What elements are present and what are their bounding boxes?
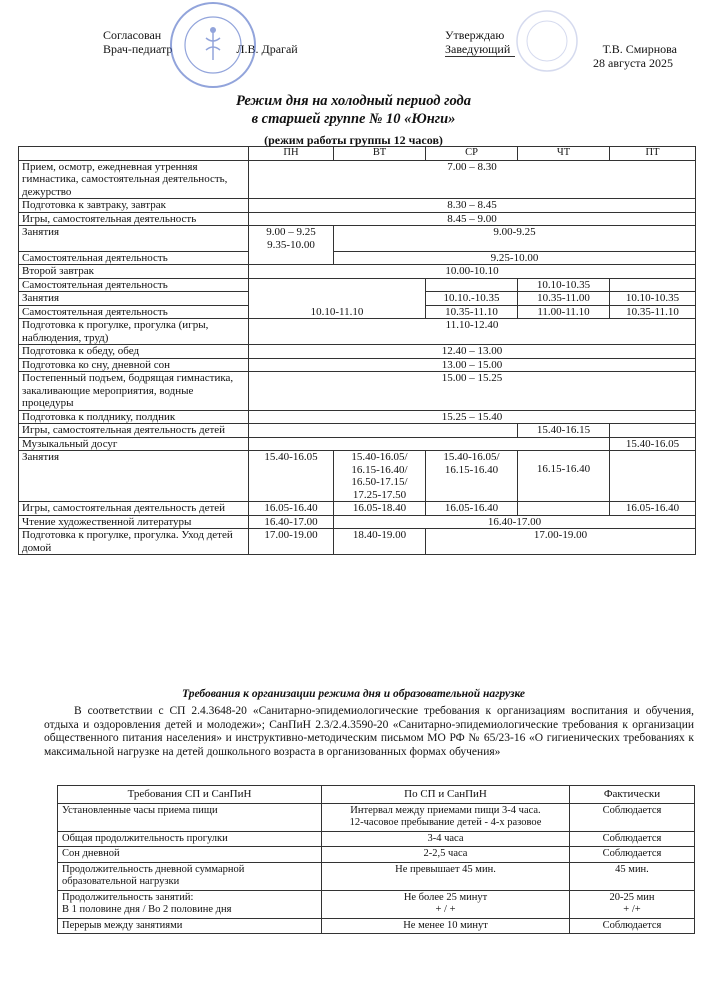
time-cell-thu: 10.10-10.35 <box>518 278 610 292</box>
time-cell-thu: 11.00-11.10 <box>518 305 610 319</box>
norm-cell <box>322 890 570 918</box>
time-cell: 9.00-9.25 <box>334 226 696 252</box>
table-row <box>58 862 695 890</box>
activity-cell: Самостоятельная деятельность <box>19 305 249 319</box>
time-cell-empty <box>610 424 696 438</box>
table-row <box>19 358 696 372</box>
activity-cell: Самостоятельная деятельность <box>19 278 249 292</box>
requirements-title: Требования к организации режима дня и образовательной нагрузке <box>181 688 526 700</box>
table-row <box>58 831 695 847</box>
time-cell-thu: 15.40-16.15 <box>518 424 610 438</box>
pediatrician-label: Врач-педиатр <box>103 42 173 56</box>
table-row <box>19 410 696 424</box>
activity-cell: Игры, самостоятельная деятельность детей <box>19 502 249 516</box>
time-cell-empty <box>518 502 610 516</box>
table-row <box>19 251 696 265</box>
header-day: ЧТ <box>518 147 610 161</box>
approval-date: 28 августа 2025 <box>593 56 673 70</box>
head-label: Заведующий <box>445 42 515 57</box>
official-seal <box>514 8 580 74</box>
head-name: Т.В. Смирнова <box>602 42 677 56</box>
requirement-line: В 1 половине дня / Во 2 половине дня <box>62 904 232 915</box>
table-row <box>19 424 696 438</box>
time-cell: 15.00 – 15.25 <box>249 372 696 411</box>
time-cell-empty <box>249 251 334 265</box>
table-row <box>19 372 696 411</box>
activity-cell: Постепенный подъем, бодрящая гимнастика, закаливающие мероприятия, водные процедуры <box>19 372 249 411</box>
activity-cell: Занятия <box>19 292 249 306</box>
header-day: ПН <box>249 147 334 161</box>
table-row <box>58 918 695 934</box>
time-cell-wed <box>426 451 518 502</box>
time-line: 16.15-16.40 <box>444 463 499 476</box>
activity-cell: Подготовка к полднику, полдник <box>19 410 249 424</box>
requirement-cell: Продолжительность дневной суммарной образовательной нагрузки <box>58 862 322 890</box>
norm-line: Интервал между приемами пищи 3-4 часа. <box>350 804 541 816</box>
header-empty <box>19 147 249 161</box>
time-cell-tue: 18.40-19.00 <box>334 529 426 555</box>
norm-line: + / + <box>435 904 456 915</box>
time-cell-empty <box>249 424 518 438</box>
time-cell: 8.30 – 8.45 <box>249 199 696 213</box>
time-cell-mon: 16.40-17.00 <box>249 515 334 529</box>
fact-line: 20-25 мин <box>609 891 655 903</box>
fact-cell: Соблюдается <box>570 847 695 863</box>
time-cell: 12.40 – 13.00 <box>249 345 696 359</box>
activity-cell: Подготовка к прогулке, прогулка (игры, наблюдения, труд) <box>19 319 249 345</box>
table-row <box>19 502 696 516</box>
fact-cell: Соблюдается <box>570 803 695 831</box>
table-row <box>19 515 696 529</box>
table-row <box>19 529 696 555</box>
requirements-paragraph: В соответствии с СП 2.4.3648-20 «Санитарно-эпидемиологические требования к организациям воспитания и обучения, отдыха и оздоровления детей и молодежи»; СанПиН 2.3/2.4.3590-20 «Санитарно-эпидемиологические требования к организации общественного питания населения» и инструктивно-методическим письмом МО РФ № 65/23-16 «О гигиенических требованиях к максимальной нагрузке на детей дошкольного возраста в организованных формах обучения» <box>44 705 694 758</box>
time-line: 16.15-16.40 <box>536 463 591 475</box>
time-cell-tue: 16.05-18.40 <box>334 502 426 516</box>
time-cell: 7.00 – 8.30 <box>249 160 696 199</box>
header-day: ВТ <box>334 147 426 161</box>
time-line: 16.50-17.15/ <box>351 476 408 488</box>
requirements-header-row <box>58 786 695 804</box>
time-cell-mon: 16.05-16.40 <box>249 502 334 516</box>
norm-line: 12-часовое пребывание детей - 4-х разовое <box>349 817 542 828</box>
requirement-line: Продолжительность занятий: <box>62 891 194 903</box>
norm-line: Не более 25 минут <box>403 891 488 903</box>
activity-cell: Самостоятельная деятельность <box>19 251 249 265</box>
activity-cell: Занятия <box>19 226 249 252</box>
document-subtitle: (режим работы группы 12 часов) <box>264 133 443 147</box>
activity-cell: Занятия <box>19 451 249 502</box>
pediatrician-name: Л.В. Драгай <box>236 42 298 56</box>
norm-cell: 2-2,5 часа <box>322 847 570 863</box>
time-cell-empty <box>249 437 610 451</box>
header-day: ПТ <box>610 147 696 161</box>
time-cell-mon <box>249 226 334 252</box>
time-line: 16.15-16.40/ <box>351 463 408 476</box>
time-cell-fri: 15.40-16.05 <box>610 437 696 451</box>
time-cell-thu <box>518 451 610 502</box>
fact-cell: Соблюдается <box>570 831 695 847</box>
time-cell-thu: 10.35-11.00 <box>518 292 610 306</box>
time-cell: 8.45 – 9.00 <box>249 212 696 226</box>
table-row <box>19 199 696 213</box>
fact-cell: Соблюдается <box>570 918 695 934</box>
fact-cell: 45 мин. <box>570 862 695 890</box>
title-line-2: в старшей группе № 10 «Юнги» <box>251 111 456 127</box>
activity-cell: Прием, осмотр, ежедневная утренняя гимнастика, самостоятельная деятельность, дежурство <box>19 160 249 199</box>
norm-cell: Не превышает 45 мин. <box>322 862 570 890</box>
time-cell-empty <box>610 278 696 292</box>
time-cell-fri: 10.35-11.10 <box>610 305 696 319</box>
table-row <box>19 226 696 252</box>
table-row <box>19 265 696 279</box>
time-cell: 9.25-10.00 <box>334 251 696 265</box>
requirement-cell: Сон дневной <box>58 847 322 863</box>
time-line: 9.35-10.00 <box>267 238 315 251</box>
requirement-cell: Установленные часы приема пищи <box>58 803 322 831</box>
activity-cell: Подготовка ко сну, дневной сон <box>19 358 249 372</box>
round-stamp <box>168 0 258 90</box>
approved-by-label: Согласован <box>103 28 162 42</box>
column-header: По СП и СанПиН <box>322 786 570 804</box>
time-cell-mon: 15.40-16.05 <box>249 451 334 502</box>
time-cell-fri: 16.05-16.40 <box>610 502 696 516</box>
requirement-cell <box>58 890 322 918</box>
time-line: 15.40-16.05/ <box>443 451 500 463</box>
activity-cell: Подготовка к обеду, обед <box>19 345 249 359</box>
time-line: 10.10-11.10 <box>310 305 364 318</box>
fact-line: + /+ <box>623 904 641 915</box>
activity-cell: Подготовка к завтраку, завтрак <box>19 199 249 213</box>
time-cell-wed: 16.05-16.40 <box>426 502 518 516</box>
activity-cell: Игры, самостоятельная деятельность <box>19 212 249 226</box>
time-cell-mon: 17.00-19.00 <box>249 529 334 555</box>
time-line: 9.00 – 9.25 <box>266 226 316 238</box>
schedule-table <box>18 146 696 555</box>
requirements-table <box>57 785 695 934</box>
approval-header <box>0 28 707 72</box>
time-line: 15.40-16.05/ <box>351 451 408 463</box>
table-row <box>58 847 695 863</box>
title-line-1: Режим дня на холодный период года <box>236 93 471 109</box>
requirement-cell: Общая продолжительность прогулки <box>58 831 322 847</box>
time-cell-mon-tue <box>249 278 426 319</box>
table-row <box>58 890 695 918</box>
time-cell: 16.40-17.00 <box>334 515 696 529</box>
time-cell-empty <box>610 451 696 502</box>
schedule-header-row <box>19 147 696 161</box>
activity-cell: Музыкальный досуг <box>19 437 249 451</box>
approve-label: Утверждаю <box>445 28 505 42</box>
table-row <box>19 451 696 502</box>
norm-cell <box>322 803 570 831</box>
column-header: Требования СП и СанПиН <box>58 786 322 804</box>
table-row <box>19 319 696 345</box>
activity-cell: Второй завтрак <box>19 265 249 279</box>
fact-cell <box>570 890 695 918</box>
time-cell: 11.10-12.40 <box>249 319 696 345</box>
column-header: Фактически <box>570 786 695 804</box>
table-row <box>58 803 695 831</box>
document-title <box>0 92 707 128</box>
time-cell-wed: 10.35-11.10 <box>426 305 518 319</box>
table-row <box>19 345 696 359</box>
table-row <box>19 212 696 226</box>
time-line: 17.25-17.50 <box>352 488 407 501</box>
norm-cell: Не менее 10 минут <box>322 918 570 934</box>
table-row <box>19 437 696 451</box>
time-cell-tue <box>334 451 426 502</box>
time-cell: 15.25 – 15.40 <box>249 410 696 424</box>
table-row <box>19 160 696 199</box>
activity-cell: Игры, самостоятельная деятельность детей <box>19 424 249 438</box>
norm-cell: 3-4 часа <box>322 831 570 847</box>
header-day: СР <box>426 147 518 161</box>
time-cell-wed: 10.10.-10.35 <box>426 292 518 306</box>
time-cell: 10.00-10.10 <box>249 265 696 279</box>
activity-cell: Чтение художественной литературы <box>19 515 249 529</box>
time-cell: 13.00 – 15.00 <box>249 358 696 372</box>
activity-cell: Подготовка к прогулке, прогулка. Уход детей домой <box>19 529 249 555</box>
table-row <box>19 278 696 292</box>
time-cell: 17.00-19.00 <box>426 529 696 555</box>
time-cell-empty <box>426 278 518 292</box>
time-cell-fri: 10.10-10.35 <box>610 292 696 306</box>
requirement-cell: Перерыв между занятиями <box>58 918 322 934</box>
